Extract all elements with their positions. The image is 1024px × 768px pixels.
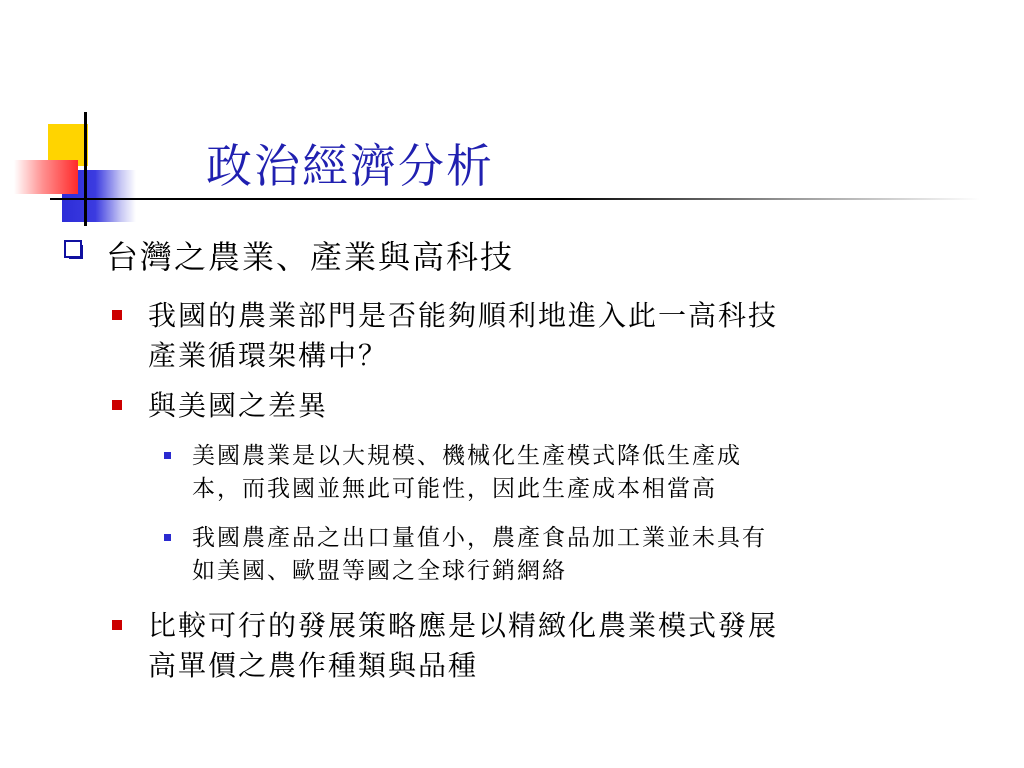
decor-red-bar [14,160,78,194]
red-square-bullet-icon [112,620,122,630]
text-line: 本，而我國並無此可能性，因此生產成本相當高 [192,476,717,502]
text-line: 產業循環架構中？ [148,339,389,372]
text-line: 高單價之農作種類與品種 [148,649,479,682]
blue-square-bullet-icon [164,534,171,541]
text-line: 比較可行的發展策略應是以精緻化農業模式發展 [148,609,779,642]
sub-bullet-text [192,522,982,588]
title-underline [50,198,980,200]
text-line: 美國農業是以大規模、機械化生產模式降低生產成 [192,443,742,469]
red-square-bullet-icon [112,310,122,320]
text-line: 如美國、歐盟等國之全球行銷網絡 [192,558,567,584]
blue-square-bullet-icon [164,452,171,459]
section-heading: 台灣之農業、產業與高科技 [106,238,515,276]
text-line: 我國農產品之出口量值小，農產食品加工業並未具有 [192,525,767,551]
text-line: 與美國之差異 [148,389,329,422]
sub-bullet-text [192,440,982,506]
red-square-bullet-icon [112,400,122,410]
slide-title: 政治經濟分析 [206,139,494,193]
decor-vertical-line [84,112,87,226]
bullet-text [148,386,998,426]
text-line: 我國的農業部門是否能夠順利地進入此一高科技 [148,299,779,332]
hollow-square-bullet-icon [64,240,84,260]
bullet-text [148,296,998,376]
bullet-text [148,606,998,686]
